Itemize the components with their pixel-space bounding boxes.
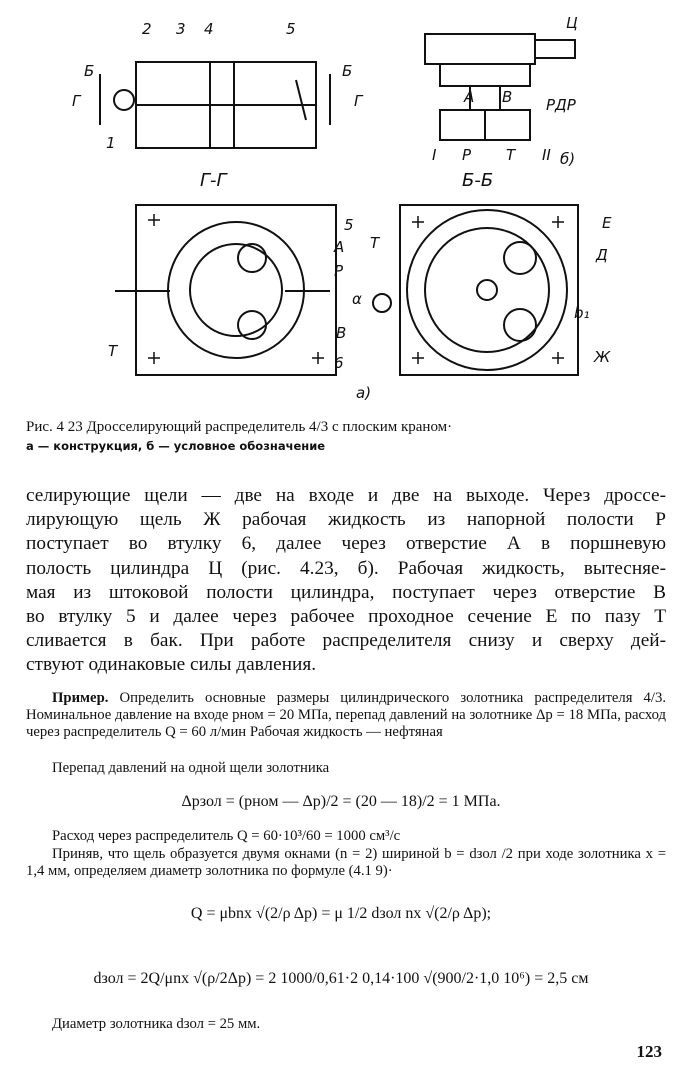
label-g-right: Г	[354, 92, 363, 110]
label-4: 4	[204, 20, 214, 38]
label-b-left: Б	[84, 62, 95, 80]
body-paragraph	[26, 484, 666, 678]
label-b-a: А	[464, 88, 475, 106]
equation-pressure-drop: Δpзол = (pном — Δp)/2 = (20 — 18)/2 = 1 МПа.	[181, 793, 501, 810]
label-bb-t: Т	[370, 234, 380, 252]
label-b-p: Р	[462, 146, 472, 164]
label-gg-p: Р	[334, 262, 344, 280]
label-roman-2: II	[542, 146, 551, 164]
label-bb-alpha: α	[352, 290, 362, 308]
body-line: селирующие щели — две на входе и две на выходе. Через дроссе-	[26, 485, 666, 506]
label-gg-t: Т	[108, 342, 118, 360]
assumption-line: Приняв, что щель образуется двумя окнами (n = 2) шириной b = dзол /2 при ходе золотника x = 1,4 мм, определяем диаметр золотника по формуле (4.1 9)·	[26, 846, 666, 879]
label-2: 2	[142, 20, 152, 38]
label-rdr: РДР	[546, 96, 576, 114]
equation-flow: Q = μbnx √(2/ρ Δp) = μ 1/2 dзол nx √(2/ρ Δp);	[190, 905, 492, 922]
caption-sub: а — конструкция, б — условное обозначение	[26, 439, 326, 453]
result-line: Диаметр золотника dзол = 25 мм.	[52, 1016, 261, 1032]
label-cyl: Ц	[566, 14, 578, 32]
label-bb-d: Д	[596, 246, 608, 264]
label-b-t: Т	[506, 146, 516, 164]
label-b-v: В	[502, 88, 513, 106]
label-roman-1: I	[432, 146, 437, 164]
label-gg-a: А	[334, 238, 345, 256]
label-b-right: Б	[342, 62, 353, 80]
equation-diameter: dзол = 2Q/μnx √(ρ/2Δp) = 2 1000/0,61·2 0,14·100 √(900/2·1,0 10⁶) = 2,5 см	[93, 970, 589, 987]
label-bb-b1: b₁	[574, 304, 590, 322]
caption-main: Рис. 4 23 Дросселирующий распределитель 4/3 с плоским краном·	[26, 419, 453, 435]
label-1: 1	[106, 134, 116, 152]
label-gg-5: 5	[344, 216, 354, 234]
example-text: Определить основные размеры цилиндрического золотника распределителя 4/3. Номинальное давление на входе pном = 20 МПа, перепад давлений на золотнике Δp = 18 МПа, расход через распределитель Q = 60 л/мин Рабочая жидкость — нефтяная	[26, 690, 666, 740]
label-gg-b: В	[336, 324, 347, 342]
label-3: 3	[176, 20, 186, 38]
example-heading: Пример.	[52, 690, 109, 706]
body-line: полость цилиндра Ц (рис. 4.23, б). Рабочая жидкость, вытесняе-	[26, 557, 666, 579]
body-line: сливается в бак. При работе распределителя снизу и сверху дей-	[26, 630, 666, 652]
tag-b: б)	[560, 150, 576, 168]
label-bb-zh: Ж	[594, 348, 611, 366]
body-line: поступает во втулку 6, далее через отверстие А в поршневую	[26, 533, 666, 555]
section-gg: Г-Г	[200, 170, 227, 191]
label-5: 5	[286, 20, 296, 38]
example-paragraph	[26, 690, 666, 741]
label-g-left: Г	[72, 92, 81, 110]
page-number: 123	[636, 1042, 662, 1061]
body-line: ствуют одинаковые силы давления.	[26, 654, 317, 676]
tag-a: а)	[356, 384, 372, 402]
body-line: во втулку 5 и далее через рабочее проходное сечение Е по пазу Т	[26, 606, 666, 628]
label-gg-6: 6	[334, 354, 344, 372]
figure-caption	[26, 418, 666, 456]
figure-4-23	[0, 0, 682, 420]
pressure-drop-line: Перепад давлений на одной щели золотника	[52, 760, 330, 776]
flow-line: Расход через распределитель Q = 60·10³/60 = 1000 см³/с	[52, 828, 401, 844]
section-bb: Б-Б	[462, 170, 494, 191]
body-line: мая из штоковой полости цилиндра, поступает через отверстие В	[26, 581, 666, 603]
label-bb-e: Е	[602, 214, 612, 232]
body-line: лирующую щель Ж рабочая жидкость из напорной полости Р	[26, 509, 666, 531]
